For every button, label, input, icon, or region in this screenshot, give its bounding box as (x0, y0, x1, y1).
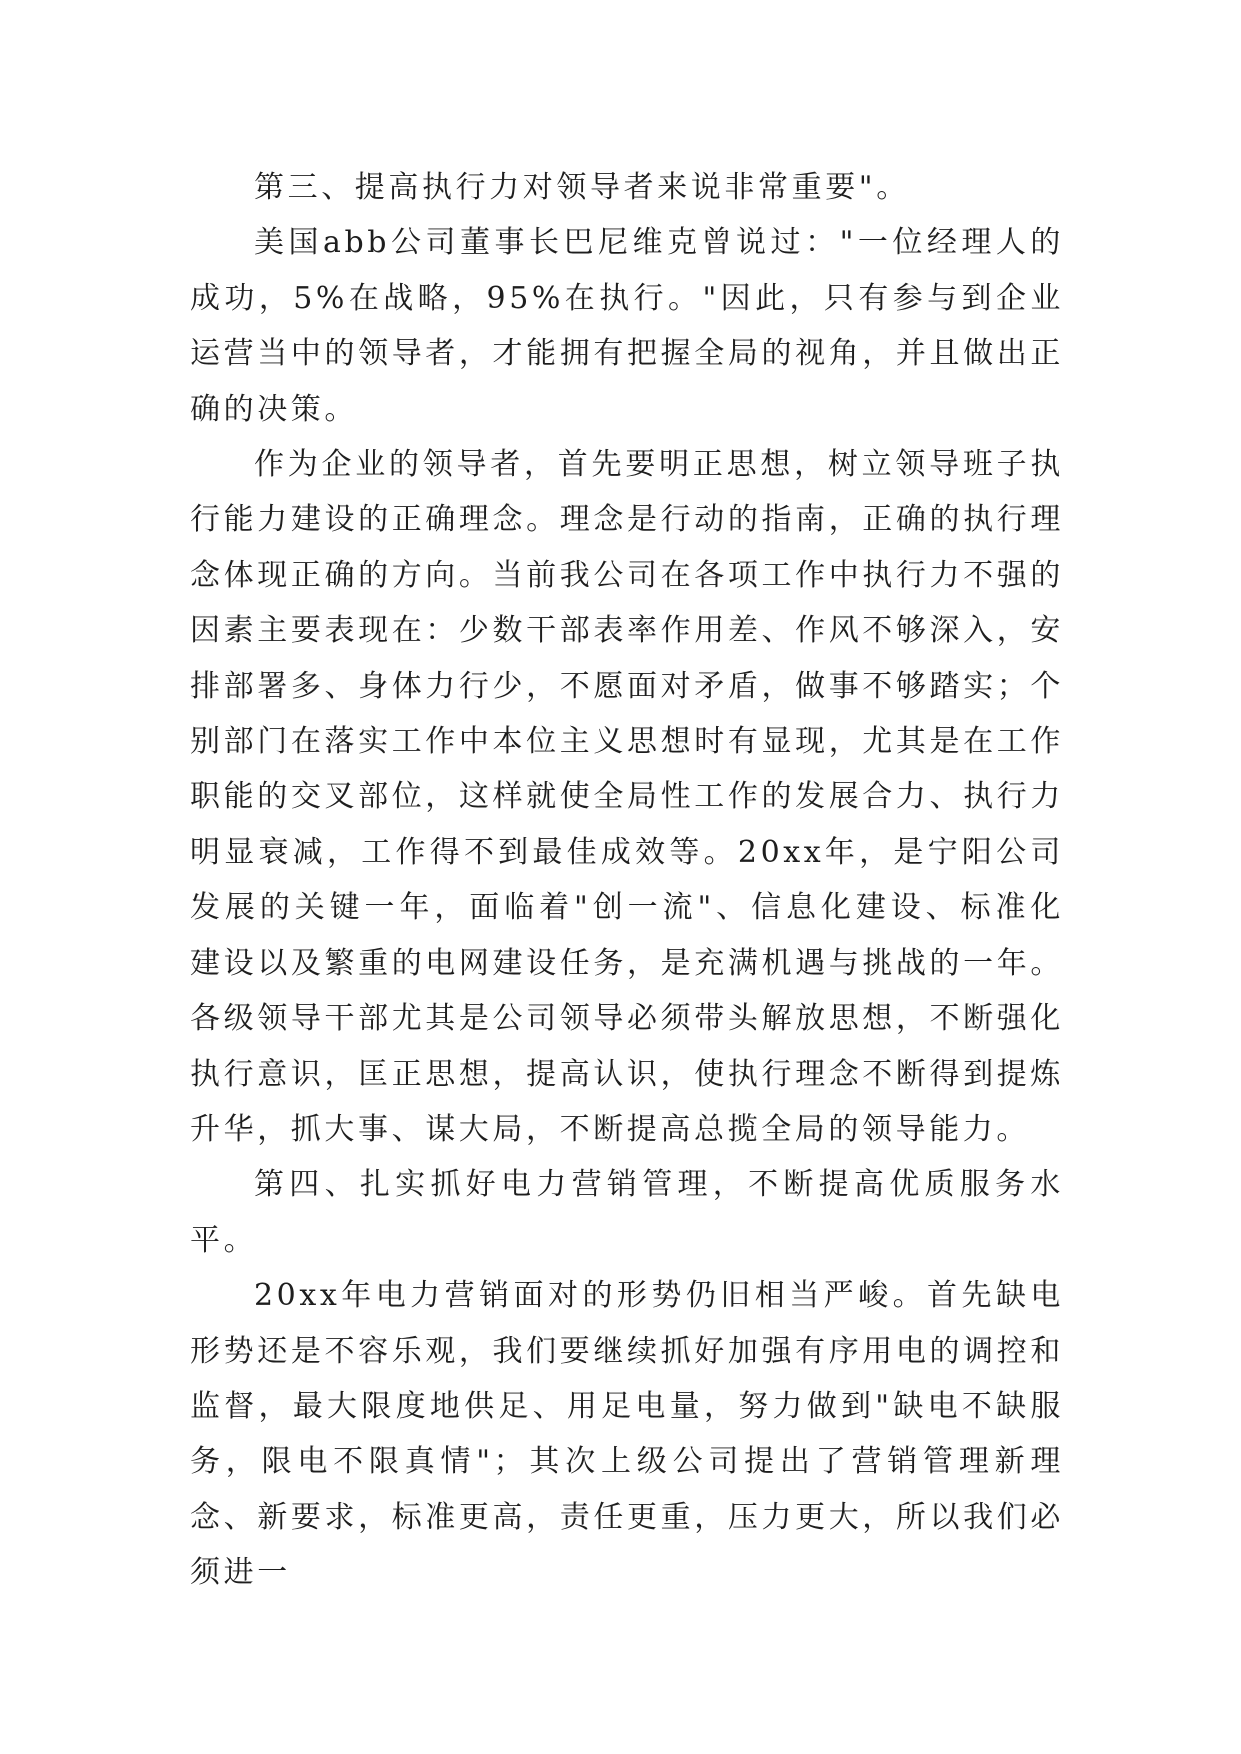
paragraph-barnevik-quote: 美国abb公司董事长巴尼维克曾说过："一位经理人的成功，5%在战略，95%在执行。"因此，只有参与到企业运营当中的领导者，才能拥有把握全局的视角，并且做出正确的决策。 (190, 225, 1064, 427)
paragraph-leadership-philosophy: 作为企业的领导者，首先要明正思想，树立领导班子执行能力建设的正确理念。理念是行动的指南，正确的执行理念体现正确的方向。当前我公司在各项工作中执行力不强的因素主要表现在：少数干部表率作用差、作风不够深入，安排部署多、身体力行少，不愿面对矛盾，做事不够踏实；个别部门在落实工作中本位主义思想时有显现，尤其是在工作职能的交叉部位，这样就使全局性工作的发展合力、执行力明显衰减，工作得不到最佳成效等。20xx年，是宁阳公司发展的关键一年，面临着"创一流"、信息化建设、标准化建设以及繁重的电网建设任务，是充满机遇与挑战的一年。各级领导干部尤其是公司领导必须带头解放思想，不断强化执行意识，匡正思想，提高认识，使执行理念不断得到提炼升华，抓大事、谋大局，不断提高总揽全局的领导能力。 (190, 447, 1064, 1147)
document-body (190, 160, 1064, 1601)
paragraph-item-point-three: 第三、提高执行力对领导者来说非常重要"。 (254, 170, 910, 205)
paragraph-power-marketing: 20xx年电力营销面对的形势仍旧相当严峻。首先缺电形势还是不容乐观，我们要继续抓好加强有序用电的调控和监督，最大限度地供足、用足电量，努力做到"缺电不缺服务，限电不限真情"；其次上级公司提出了营销管理新理念、新要求，标准更高，责任更重，压力更大，所以我们必须进一 (190, 1278, 1064, 1591)
paragraph-item-point-four: 第四、扎实抓好电力营销管理，不断提高优质服务水平。 (190, 1167, 1064, 1258)
